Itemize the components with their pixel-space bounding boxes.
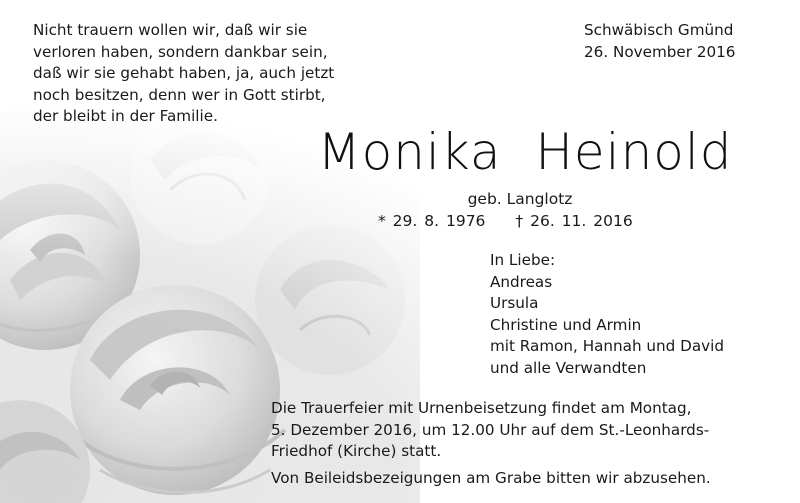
mourner-line: und alle Verwandten [490,358,647,377]
place: Schwäbisch Gmünd [584,21,734,39]
mourner-line: Andreas [490,272,553,291]
mourners-block [490,250,790,379]
quote-line: der bleibt in der Familie. [33,107,218,125]
mourner-line: mit Ramon, Hannah und David [490,337,724,355]
notice-line: Friedhof (Kirche) statt. [271,442,442,460]
mourner-line: Ursula [490,294,539,312]
quote-line: verloren haben, sondern dankbar sein, [33,42,328,61]
place-date-block [584,20,735,63]
funeral-notice-block [271,398,781,489]
death-date: † 26. 11. 2016 [515,212,633,230]
notice-closing: Von Beileidsbezeigungen am Grabe bitten wir abzusehen. [271,468,711,487]
mourner-line: In Liebe: [490,251,556,269]
mourner-line: Christine und Armin [490,315,642,334]
quote-line: noch besitzen, denn wer in Gott stirbt, [33,85,326,104]
birth-name: geb. Langlotz [467,190,573,208]
notice-line: 5. Dezember 2016, um 12.00 Uhr auf dem St.-Leonhards- [271,420,710,439]
birth-date: * 29. 8. 1976 [378,212,486,230]
notice-date: 26. November 2016 [584,42,736,61]
quote-block [33,20,363,128]
quote-line: daß wir sie gehabt haben, ja, auch jetzt [33,64,335,82]
life-dates [378,210,633,232]
rose-right [255,225,405,375]
notice-line: Die Trauerfeier mit Urnenbeisetzung findet am Montag, [271,399,692,417]
quote-line: Nicht trauern wollen wir, daß wir sie [33,21,308,39]
deceased-name: Monika Heinold [317,123,733,181]
